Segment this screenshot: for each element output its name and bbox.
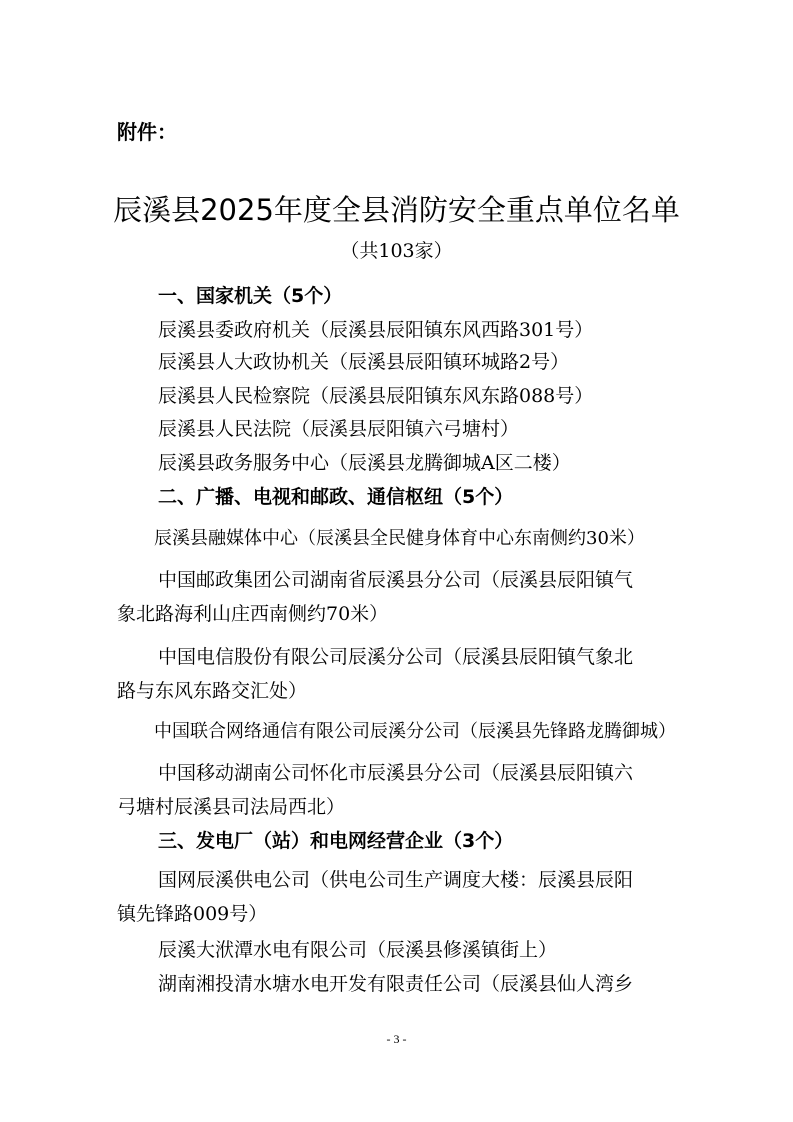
list-item-continuation: 路与东风东路交汇处） — [117, 680, 308, 702]
list-item: 辰溪县融媒体中心（辰溪县全民健身体育中心东南侧约30米） — [154, 528, 645, 549]
list-item: 湖南湘投清水塘水电开发有限责任公司（辰溪县仙人湾乡 — [158, 973, 634, 995]
list-item: 辰溪县委政府机关（辰溪县辰阳镇东风西路301号） — [158, 319, 594, 341]
list-item: 辰溪县政务服务中心（辰溪县龙腾御城A区二楼） — [158, 452, 571, 474]
list-item: 中国邮政集团公司湖南省辰溪县分公司（辰溪县辰阳镇气 — [158, 569, 634, 591]
list-item: 中国移动湖南公司怀化市辰溪县分公司（辰溪县辰阳镇六 — [158, 762, 634, 784]
list-item-continuation: 弓塘村辰溪县司法局西北） — [117, 796, 346, 818]
section-heading-2: 二、广播、电视和邮政、通信枢纽（5个） — [158, 486, 514, 508]
list-item: 辰溪县人民检察院（辰溪县辰阳镇东风东路088号） — [158, 385, 594, 407]
section-heading-3: 三、发电厂（站）和电网经营企业（3个） — [158, 830, 514, 852]
list-item: 中国联合网络通信有限公司辰溪分公司（辰溪县先锋路龙腾御城） — [154, 721, 676, 742]
list-item: 辰溪县人民法院（辰溪县辰阳镇六弓塘村） — [158, 418, 520, 440]
page-number: - 3 - — [386, 1032, 407, 1046]
list-item: 中国电信股份有限公司辰溪分公司（辰溪县辰阳镇气象北 — [158, 646, 634, 668]
attachment-label: 附件： — [117, 120, 177, 144]
list-item-continuation: 镇先锋路009号） — [117, 903, 268, 925]
section-heading-1: 一、国家机关（5个） — [158, 285, 343, 307]
document-subtitle: （共103家） — [340, 240, 453, 262]
list-item: 国网辰溪供电公司（供电公司生产调度大楼：辰溪县辰阳 — [158, 869, 634, 891]
document-title: 辰溪县2025年度全县消防安全重点单位名单 — [113, 193, 680, 227]
list-item-continuation: 象北路海利山庄西南侧约70米） — [117, 603, 389, 625]
list-item: 辰溪县人大政协机关（辰溪县辰阳镇环城路2号） — [158, 351, 570, 373]
list-item: 辰溪大洑潭水电有限公司（辰溪县修溪镇街上） — [158, 939, 558, 961]
